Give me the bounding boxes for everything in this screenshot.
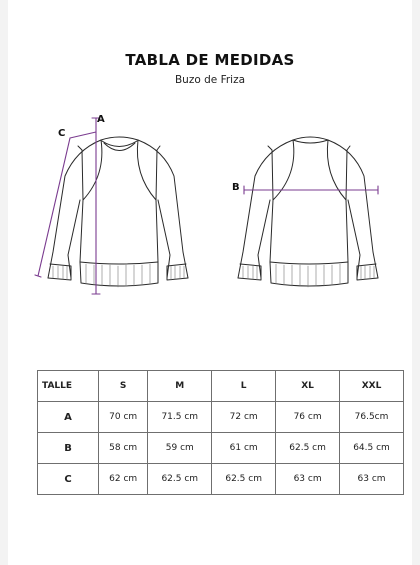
label-c: C (58, 128, 66, 139)
size-column-header: XXL (340, 371, 404, 402)
size-table-corner: TALLE (38, 371, 99, 402)
size-column-header: XL (276, 371, 340, 402)
row-label: B (38, 433, 99, 464)
table-cell: 63 cm (276, 464, 340, 495)
table-cell: 76.5cm (340, 402, 404, 433)
table-cell: 62.5 cm (148, 464, 212, 495)
sweatshirt-diagram (8, 0, 412, 300)
measure-line-c (70, 132, 96, 138)
row-label: C (38, 464, 99, 495)
table-cell: 61 cm (212, 433, 276, 464)
table-cell: 59 cm (148, 433, 212, 464)
table-cell: 64.5 cm (340, 433, 404, 464)
label-a: A (97, 114, 105, 125)
size-column-header: M (148, 371, 212, 402)
table-cell: 71.5 cm (148, 402, 212, 433)
size-column-header: S (99, 371, 148, 402)
size-table-header-row (38, 371, 404, 402)
table-cell: 62 cm (99, 464, 148, 495)
table-cell: 62.5 cm (212, 464, 276, 495)
table-cell: 72 cm (212, 402, 276, 433)
page-title: TABLA DE MEDIDAS (125, 51, 295, 69)
label-b: B (232, 182, 240, 193)
table-row (38, 402, 404, 433)
table-cell: 63 cm (340, 464, 404, 495)
page-subtitle: Buzo de Friza (174, 74, 246, 86)
measurement-lines (35, 118, 378, 294)
size-table (37, 370, 404, 495)
table-cell: 58 cm (99, 433, 148, 464)
sweatshirt-front-illustration (48, 137, 188, 287)
table-cell: 62.5 cm (276, 433, 340, 464)
table-cell: 70 cm (99, 402, 148, 433)
sweatshirt-back-illustration (238, 137, 378, 287)
size-column-header: L (212, 371, 276, 402)
table-cell: 76 cm (276, 402, 340, 433)
table-row (38, 433, 404, 464)
table-row (38, 464, 404, 495)
row-label: A (38, 402, 99, 433)
size-chart-page (8, 0, 412, 565)
